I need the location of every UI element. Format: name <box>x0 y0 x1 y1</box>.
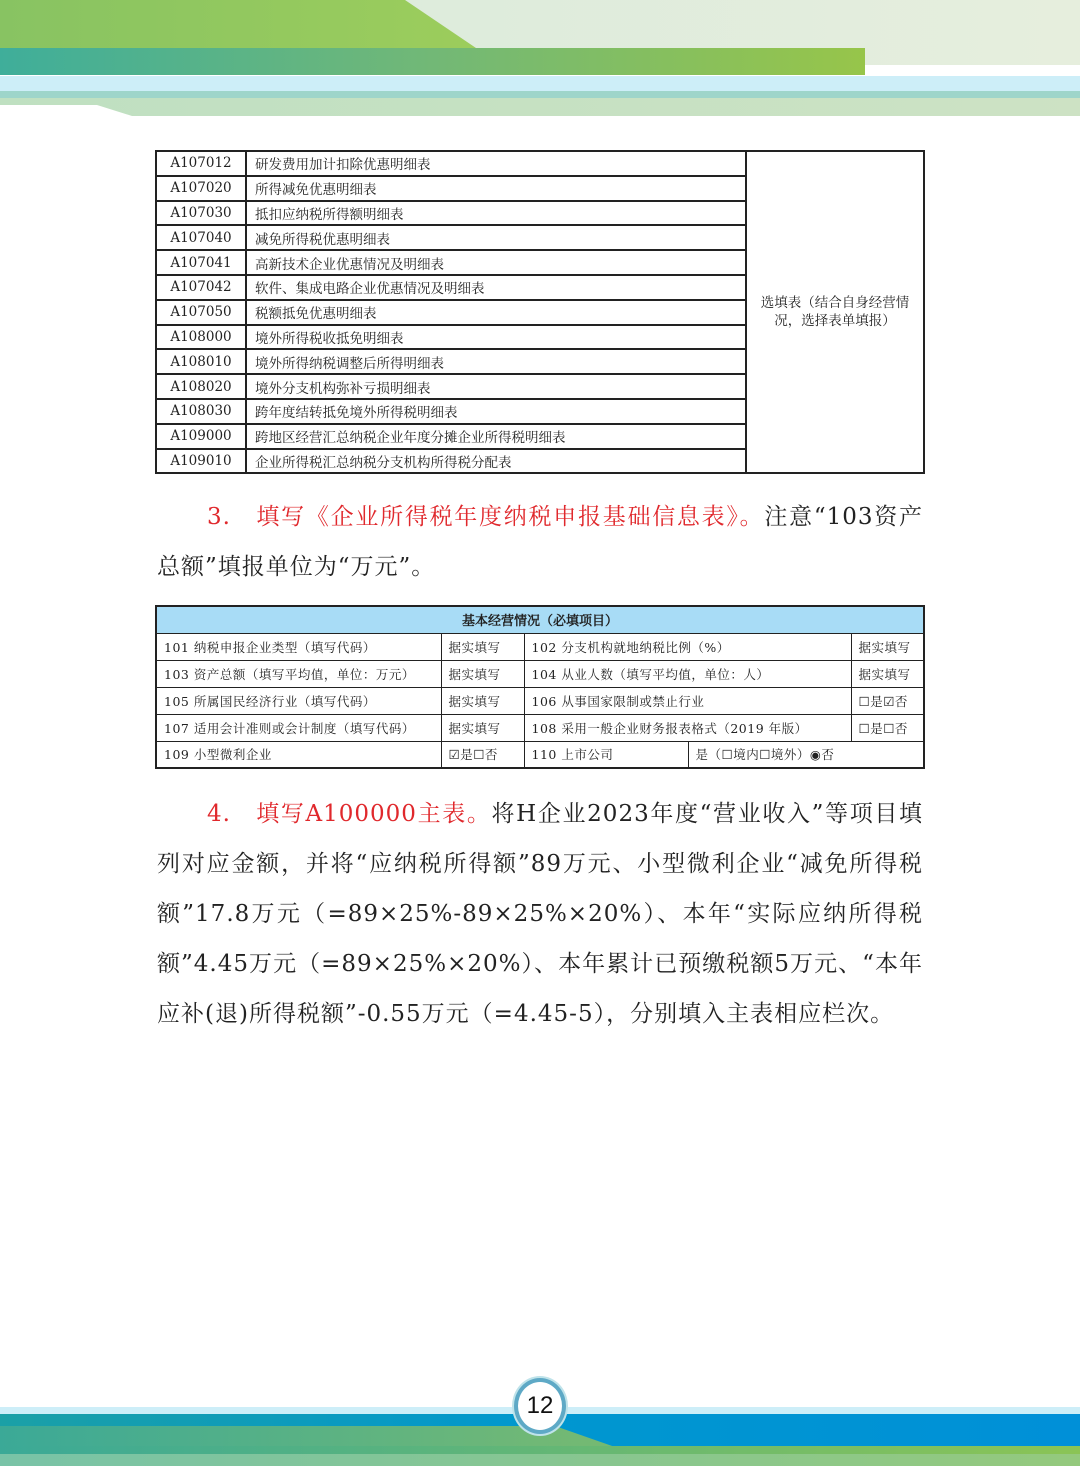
form-name: 抵扣应纳税所得额明细表 <box>246 201 746 226</box>
form-name: 减免所得税优惠明细表 <box>246 225 746 250</box>
table-header: 基本经营情况（必填项目） <box>156 606 924 633</box>
form-code: A107020 <box>156 176 246 201</box>
table-row <box>156 151 924 176</box>
item-value: 是（☐境内☐境外）◉否 <box>688 741 924 768</box>
instruction-3 <box>157 492 923 592</box>
page-number-badge <box>514 1378 566 1434</box>
page-number: 12 <box>526 1392 554 1419</box>
form-name: 境外所得纳税调整后所得明细表 <box>246 349 746 374</box>
item-label: 109 小型微利企业 <box>156 741 441 768</box>
table-row <box>156 687 924 714</box>
form-name: 所得减免优惠明细表 <box>246 176 746 201</box>
form-code: A107012 <box>156 151 246 176</box>
instruction-4 <box>157 789 923 1039</box>
item-value: ☑是☐否 <box>441 741 524 768</box>
item-value: ☐是☐否 <box>851 714 924 741</box>
optional-note: 选填表（结合自身经营情况，选择表单填报） <box>746 151 924 473</box>
item-label: 107 适用会计准则或会计制度（填写代码） <box>156 714 441 741</box>
form-code: A108030 <box>156 399 246 424</box>
item-value: 据实填写 <box>851 633 924 660</box>
table-row <box>156 741 924 768</box>
item-label: 110 上市公司 <box>524 741 688 768</box>
table-row <box>156 633 924 660</box>
instruction-4-text: 将H企业2023年度“营业收入”等项目填列对应金额，并将“应纳税所得额”89万元、小型微利企业“减免所得税额”17.8万元（=89×25%-89×25%×20%）、本年“实际应纳所得税额”4.45万元（=89×25%×20%）、本年累计已预缴税额5万元、“本年应补(退)所得税额”-0.55万元（=4.45-5），分别填入主表相应栏次。 <box>157 801 923 1027</box>
table-row <box>156 714 924 741</box>
form-code: A107050 <box>156 300 246 325</box>
item-label: 103 资产总额（填写平均值，单位：万元） <box>156 660 441 687</box>
optional-forms-table <box>155 150 925 474</box>
form-name: 境外分支机构弥补亏损明细表 <box>246 374 746 399</box>
item-label: 102 分支机构就地纳税比例（%） <box>524 633 851 660</box>
instruction-4-heading: 4. 填写A100000主表。 <box>207 801 492 827</box>
form-code: A108010 <box>156 349 246 374</box>
form-code: A107030 <box>156 201 246 226</box>
form-name: 软件、集成电路企业优惠情况及明细表 <box>246 275 746 300</box>
item-value: ☐是☑否 <box>851 687 924 714</box>
form-code: A107040 <box>156 225 246 250</box>
item-label: 104 从业人数（填写平均值，单位：人） <box>524 660 851 687</box>
form-name: 研发费用加计扣除优惠明细表 <box>246 151 746 176</box>
form-name: 境外所得税收抵免明细表 <box>246 325 746 350</box>
item-label: 101 纳税申报企业类型（填写代码） <box>156 633 441 660</box>
form-code: A108000 <box>156 325 246 350</box>
item-label: 105 所属国民经济行业（填写代码） <box>156 687 441 714</box>
basic-info-table <box>155 605 925 769</box>
form-name: 跨地区经营汇总纳税企业年度分摊企业所得税明细表 <box>246 424 746 449</box>
item-value: 据实填写 <box>441 687 524 714</box>
form-name: 企业所得税汇总纳税分支机构所得税分配表 <box>246 449 746 474</box>
table-row <box>156 660 924 687</box>
form-code: A107041 <box>156 250 246 275</box>
item-value: 据实填写 <box>851 660 924 687</box>
instruction-3-text: 注意“103资产总额”填报单位为“万元”。 <box>157 504 923 580</box>
form-name: 税额抵免优惠明细表 <box>246 300 746 325</box>
item-label: 108 采用一般企业财务报表格式（2019 年版） <box>524 714 851 741</box>
item-label: 106 从事国家限制或禁止行业 <box>524 687 851 714</box>
form-code: A109000 <box>156 424 246 449</box>
form-name: 高新技术企业优惠情况及明细表 <box>246 250 746 275</box>
form-code: A109010 <box>156 449 246 474</box>
item-value: 据实填写 <box>441 660 524 687</box>
form-code: A108020 <box>156 374 246 399</box>
item-value: 据实填写 <box>441 714 524 741</box>
item-value: 据实填写 <box>441 633 524 660</box>
form-name: 跨年度结转抵免境外所得税明细表 <box>246 399 746 424</box>
instruction-3-heading: 3. 填写《企业所得税年度纳税申报基础信息表》。 <box>207 504 765 530</box>
form-code: A107042 <box>156 275 246 300</box>
